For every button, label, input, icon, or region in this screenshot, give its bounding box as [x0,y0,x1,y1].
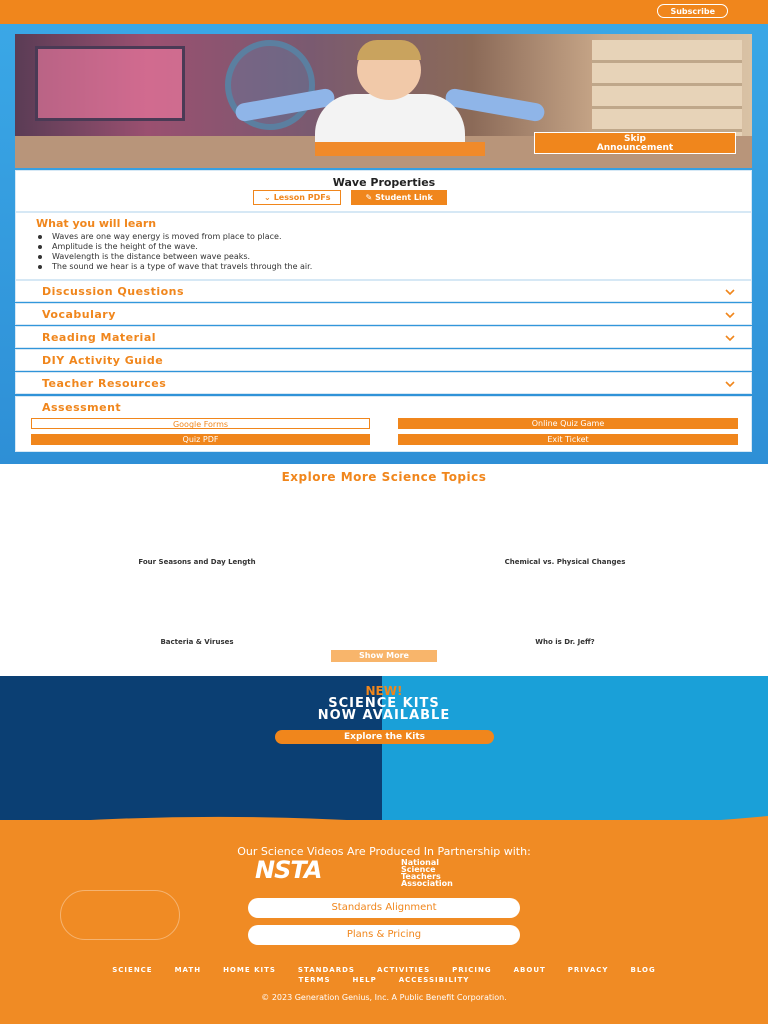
explore-title: Explore More Science Topics [281,470,487,484]
skip-label-announcement: Announcement [596,143,674,153]
list-item: Wavelength is the distance between wave peaks. [38,252,312,262]
exit-ticket-button[interactable]: Exit Ticket [398,434,738,445]
student-link-button[interactable] [351,190,446,205]
chevron-down-icon: ⌄ [264,193,271,202]
chevron-down-icon [725,287,735,297]
nsta-line: Teachers [401,872,441,881]
footer-link-privacy[interactable]: PRIVACY [567,966,609,974]
footer-link-blog[interactable]: BLOG [630,966,656,974]
list-item: Waves are one way energy is moved from place to place. [38,232,312,242]
section-diy-activity-guide[interactable] [15,349,752,371]
skip-announcement-button[interactable] [534,132,736,154]
video-background-window [35,46,185,121]
section-title: DIY Activity Guide [42,354,164,367]
quiz-pdf-button[interactable]: Quiz PDF [31,434,370,445]
video-player[interactable] [15,34,752,168]
online-quiz-game-button[interactable]: Online Quiz Game [398,418,738,429]
topic-link[interactable]: Four Seasons and Day Length [138,558,256,566]
nsta-line: National [401,858,439,867]
copyright: © 2023 Generation Genius, Inc. A Public Benefit Corporation. [261,993,507,1002]
google-forms-button[interactable]: Google Forms [31,418,370,429]
section-title: Reading Material [42,331,157,344]
nsta-logo-mark: NSTA [255,856,322,884]
footer-link-math[interactable]: MATH [174,966,202,974]
section-title: Teacher Resources [42,377,167,390]
lesson-title: Wave Properties [332,176,436,189]
chevron-down-icon [725,310,735,320]
footer-link-home-kits[interactable]: HOME KITS [223,966,276,974]
list-item: Amplitude is the height of the wave. [38,242,312,252]
footer-link-activities[interactable]: ACTIVITIES [376,966,431,974]
nsta-line: Association [401,879,453,888]
decorative-cloud [60,890,180,940]
standards-alignment-button[interactable]: Standards Alignment [248,898,520,918]
kits-new-label: NEW! [365,684,403,698]
explore-kits-button[interactable]: Explore the Kits [275,730,494,744]
partner-text: Our Science Videos Are Produced In Partnership with: [237,845,531,858]
nsta-logo[interactable] [255,856,515,888]
student-link-label: Student Link [375,193,433,202]
kits-heading-line1: SCIENCE KITS [328,696,440,711]
learn-list [38,232,312,272]
link-icon: ✎ [365,193,373,202]
section-discussion-questions[interactable] [15,280,752,302]
footer-link-science[interactable]: SCIENCE [112,966,153,974]
plans-pricing-button[interactable]: Plans & Pricing [248,925,520,945]
list-item: The sound we hear is a type of wave that travels through the air. [38,262,312,272]
learn-title: What you will learn [36,217,157,230]
topic-link[interactable]: Bacteria & Viruses [160,638,234,646]
footer-nav-primary [0,966,768,974]
footer-link-help[interactable]: HELP [352,976,377,984]
topic-link[interactable]: Chemical vs. Physical Changes [504,558,626,566]
chevron-down-icon [725,333,735,343]
section-vocabulary[interactable] [15,303,752,325]
footer-link-terms[interactable]: TERMS [298,976,331,984]
chevron-down-icon [725,379,735,389]
top-bar [0,0,768,24]
nsta-logo-text [401,859,453,887]
section-title: Discussion Questions [42,285,185,298]
assessment-title: Assessment [42,401,122,414]
skip-label: Skip [624,134,646,144]
topic-link[interactable]: Who is Dr. Jeff? [535,638,595,646]
footer-link-pricing[interactable]: PRICING [452,966,492,974]
lesson-pdfs-label: Lesson PDFs [273,193,331,202]
footer-link-standards[interactable]: STANDARDS [297,966,355,974]
nsta-line: Science [401,865,436,874]
section-teacher-resources[interactable] [15,372,752,394]
subscribe-button[interactable]: Subscribe [657,4,728,18]
section-reading-material[interactable] [15,326,752,348]
video-presenter-hair [357,40,421,60]
video-tray [315,142,485,156]
footer-link-accessibility[interactable]: ACCESSIBILITY [398,976,470,984]
footer-link-about[interactable]: ABOUT [513,966,546,974]
lesson-pdfs-button[interactable] [253,190,341,205]
show-more-button[interactable]: Show More [331,650,437,662]
section-title: Vocabulary [42,308,116,321]
kits-heading-line2: NOW AVAILABLE [317,708,451,723]
lesson-buttons [253,190,447,205]
footer-nav-secondary [0,976,768,984]
